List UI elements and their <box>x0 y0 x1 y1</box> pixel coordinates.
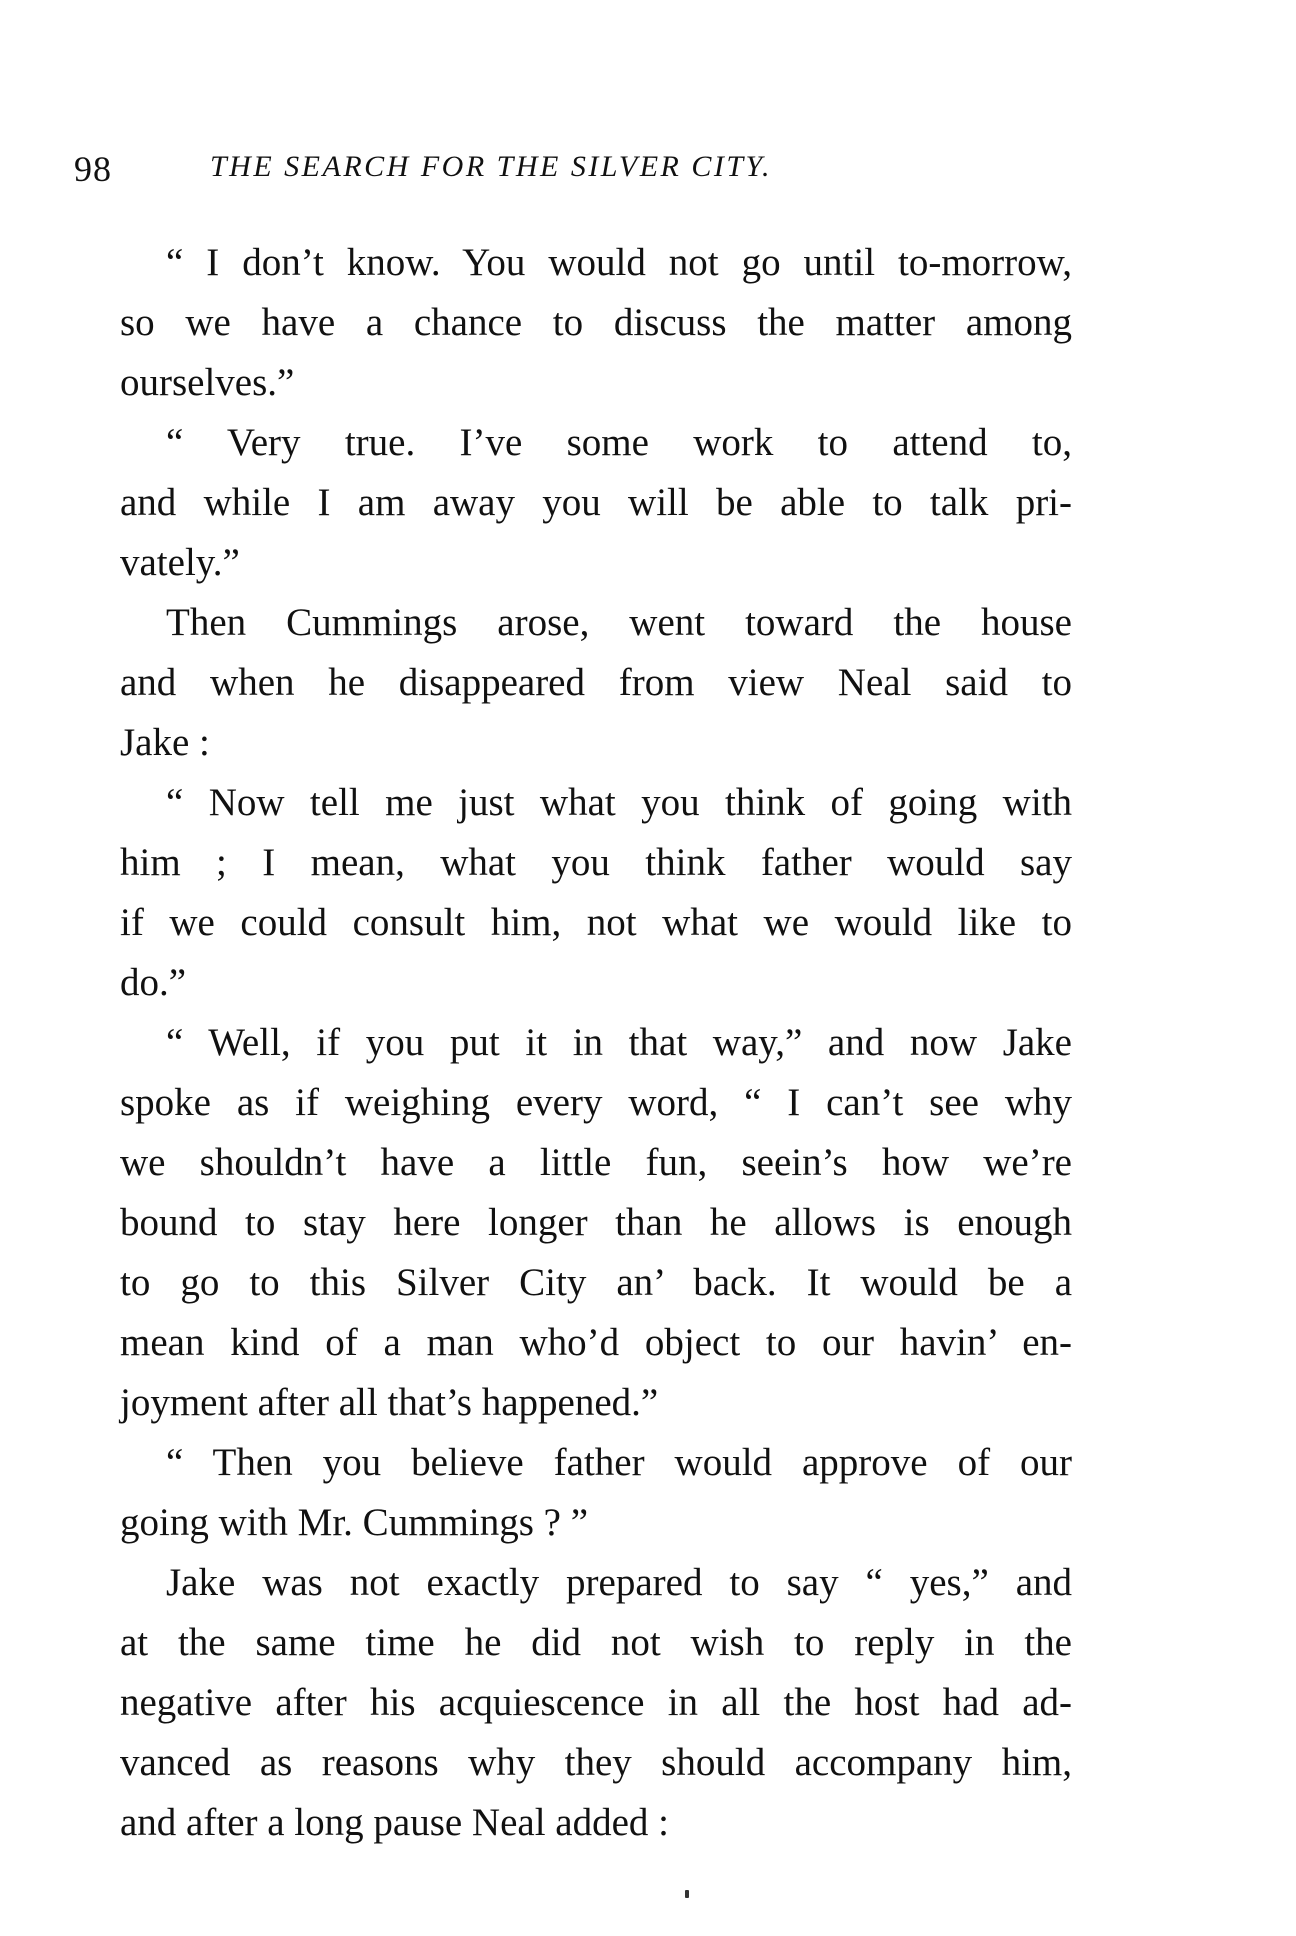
body-text <box>74 233 1072 1853</box>
text-line: we shouldn’t have a little fun, seein’s how we’re <box>120 1141 1072 1184</box>
paragraph <box>74 1433 1072 1553</box>
text-line: “ Well, if you put it in that way,” and now Jake <box>166 1021 1072 1064</box>
print-speck <box>685 1890 689 1898</box>
text-line: “ I don’t know. You would not go until to-morrow, <box>166 241 1072 284</box>
text-line: so we have a chance to discuss the matter among <box>120 301 1072 344</box>
paragraph <box>74 593 1072 773</box>
paragraph <box>74 413 1072 593</box>
text-line: joyment after all that’s happened.” <box>120 1381 659 1424</box>
text-line: going with Mr. Cummings ? ” <box>120 1501 588 1544</box>
text-line: to go to this Silver City an’ back. It would be a <box>120 1261 1072 1304</box>
text-line: and when he disappeared from view Neal said to <box>120 661 1072 704</box>
text-line: and while I am away you will be able to talk pri- <box>120 481 1072 524</box>
text-line: “ Then you believe father would approve of our <box>166 1441 1072 1484</box>
text-line: vanced as reasons why they should accompany him, <box>120 1741 1072 1784</box>
paragraph <box>74 773 1072 1013</box>
running-title: THE SEARCH FOR THE SILVER CITY. <box>210 150 772 183</box>
page-header <box>74 148 1074 188</box>
paragraph <box>74 1013 1072 1433</box>
text-line: “ Very true. I’ve some work to attend to, <box>166 421 1072 464</box>
text-line: him ; I mean, what you think father would say <box>120 841 1072 884</box>
text-line: vately.” <box>120 541 240 584</box>
text-line: Jake : <box>120 721 210 764</box>
text-line: ourselves.” <box>120 361 295 404</box>
text-line: negative after his acquiescence in all the host had ad- <box>120 1681 1072 1724</box>
text-line: “ Now tell me just what you think of going with <box>166 781 1072 824</box>
page-number: 98 <box>74 149 112 189</box>
text-line: and after a long pause Neal added : <box>120 1801 670 1844</box>
text-line: at the same time he did not wish to reply in the <box>120 1621 1072 1664</box>
text-line: Jake was not exactly prepared to say “ yes,” and <box>166 1561 1072 1604</box>
text-line: Then Cummings arose, went toward the house <box>166 601 1072 644</box>
text-line: do.” <box>120 961 187 1004</box>
text-line: spoke as if weighing every word, “ I can’t see why <box>120 1081 1072 1124</box>
text-line: bound to stay here longer than he allows is enough <box>120 1201 1072 1244</box>
text-line: if we could consult him, not what we would like to <box>120 901 1072 944</box>
text-line: mean kind of a man who’d object to our havin’ en- <box>120 1321 1072 1364</box>
paragraph <box>74 233 1072 413</box>
paragraph <box>74 1553 1072 1853</box>
